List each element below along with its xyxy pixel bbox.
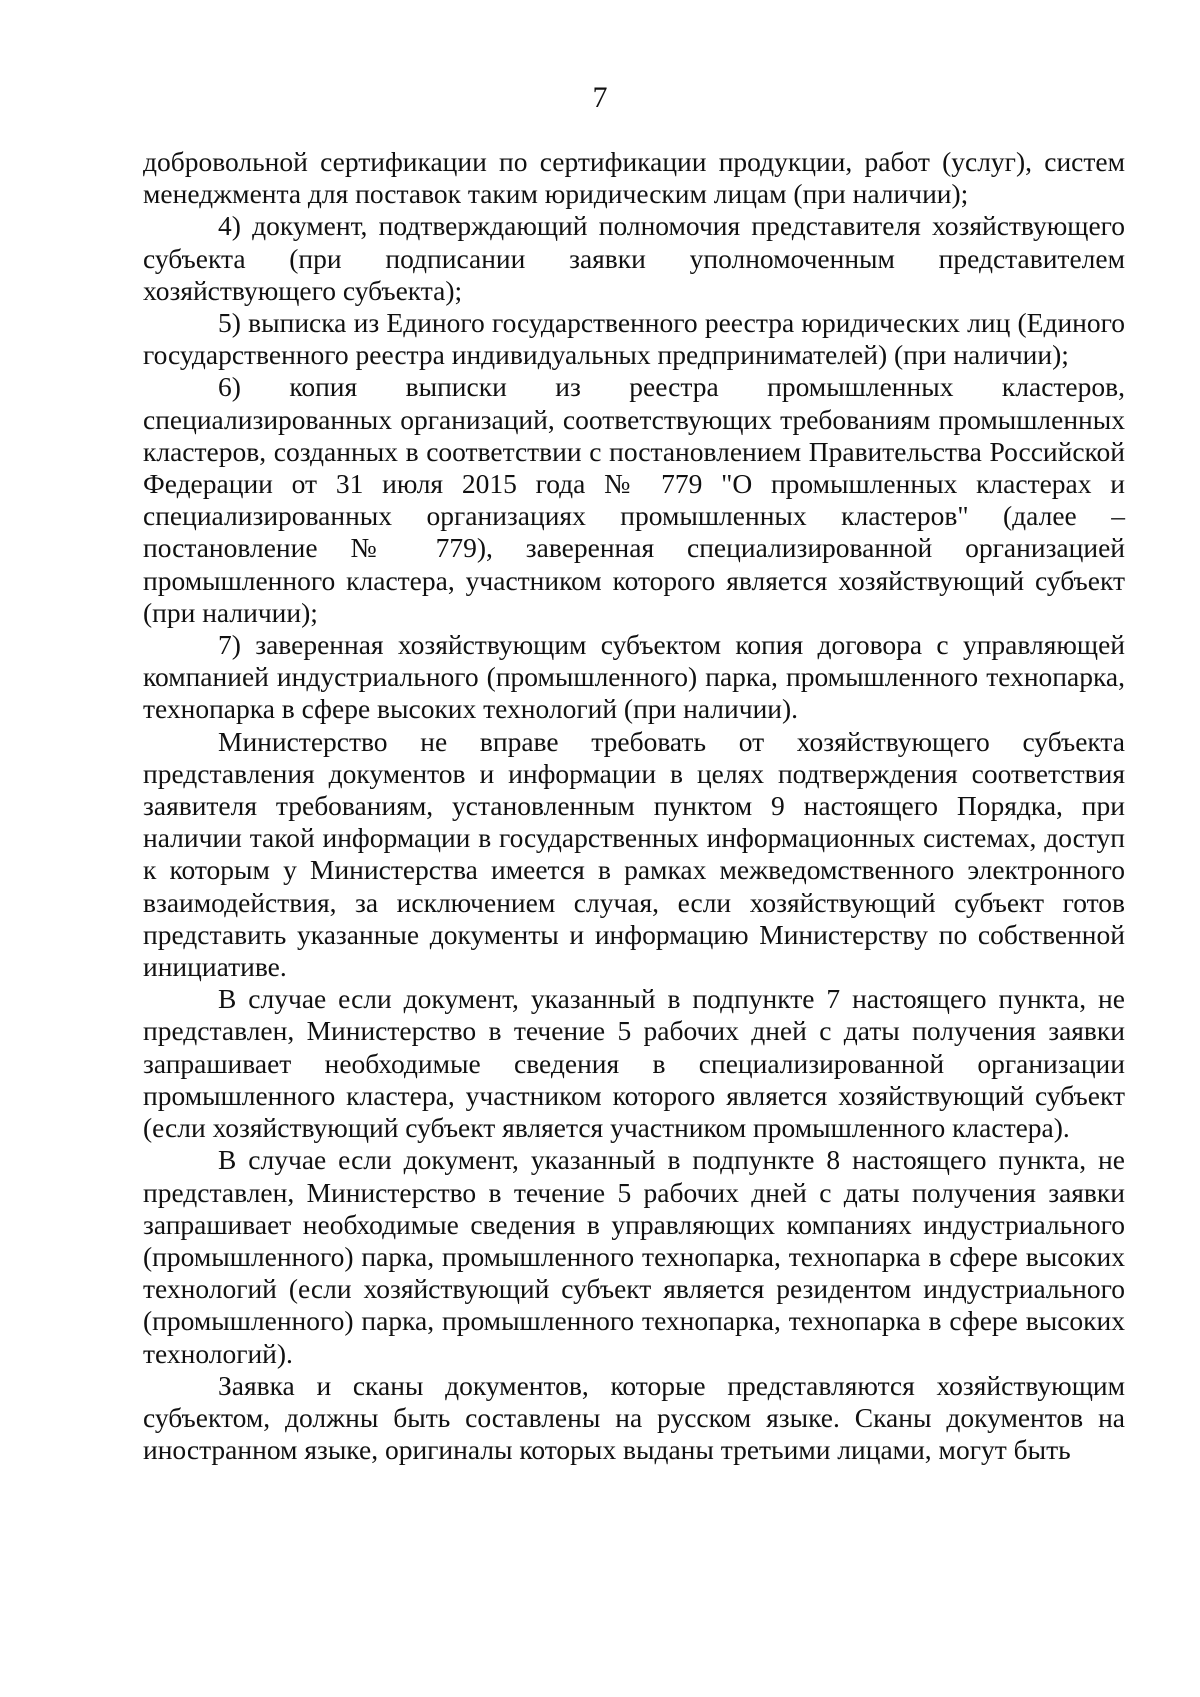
- paragraph-item-6: 6) копия выписки из реестра промышленных кластеров, специализированных организаций, соответствующих требованиям промышленных кластеров, созданных в соответствии с постановлением Правительства Российской Федерации от 31 июля 2015 года № 779 "О промышленных кластерах и специализированных организациях промышленных кластеров" (далее – постановление № 779), заверенная специализированной организацией промышленного кластера, участником которого является хозяйствующий субъект (при наличии);: [143, 371, 1125, 628]
- paragraph-ministry-restriction: Министерство не вправе требовать от хозяйствующего субъекта представления документов и информации в целях подтверждения соответствия заявителя требованиям, установленным пунктом 9 настоящего Порядка, при наличии такой информации в государственных информационных системах, доступ к которым у Министерства имеется в рамках межведомственного электронного взаимодействия, за исключением случая, если хозяйствующий субъект готов представить указанные документы и информацию Министерству по собственной инициативе.: [143, 725, 1125, 983]
- paragraph-item-7: 7) заверенная хозяйствующим субъектом копия договора с управляющей компанией индустриального (промышленного) парка, промышленного технопарка, технопарка в сфере высоких технологий (при наличии).: [143, 629, 1125, 725]
- paragraph-subpoint-8-request: В случае если документ, указанный в подпункте 8 настоящего пункта, не представлен, Министерство в течение 5 рабочих дней с даты получения заявки запрашивает необходимые сведения в управляющих компаниях индустриального (промышленного) парка, промышленного технопарка, технопарка в сфере высоких технологий (если хозяйствующий субъект является резидентом индустриального (промышленного) парка, промышленного технопарка, технопарка в сфере высоких технологий).: [143, 1144, 1125, 1369]
- document-body: [143, 146, 1125, 1466]
- paragraph-subpoint-7-request: В случае если документ, указанный в подпункте 7 настоящего пункта, не представлен, Министерство в течение 5 рабочих дней с даты получения заявки запрашивает необходимые сведения в специализированной организации промышленного кластера, участником которого является хозяйствующий субъект (если хозяйствующий субъект является участником промышленного кластера).: [143, 983, 1125, 1144]
- paragraph-item-5: 5) выписка из Единого государственного реестра юридических лиц (Единого государственного реестра индивидуальных предпринимателей) (при наличии);: [143, 307, 1125, 371]
- paragraph-item-4: 4) документ, подтверждающий полномочия представителя хозяйствующего субъекта (при подписании заявки уполномоченным представителем хозяйствующего субъекта);: [143, 210, 1125, 306]
- page-number: 7: [592, 81, 608, 114]
- paragraph-language-requirement: Заявка и сканы документов, которые представляются хозяйствующим субъектом, должны быть составлены на русском языке. Сканы документов на иностранном языке, оригиналы которых выданы третьими лицами, могут быть: [143, 1369, 1125, 1466]
- paragraph-continuation: добровольной сертификации по сертификации продукции, работ (услуг), систем менеджмента для поставок таким юридическим лицам (при наличии);: [143, 146, 1125, 210]
